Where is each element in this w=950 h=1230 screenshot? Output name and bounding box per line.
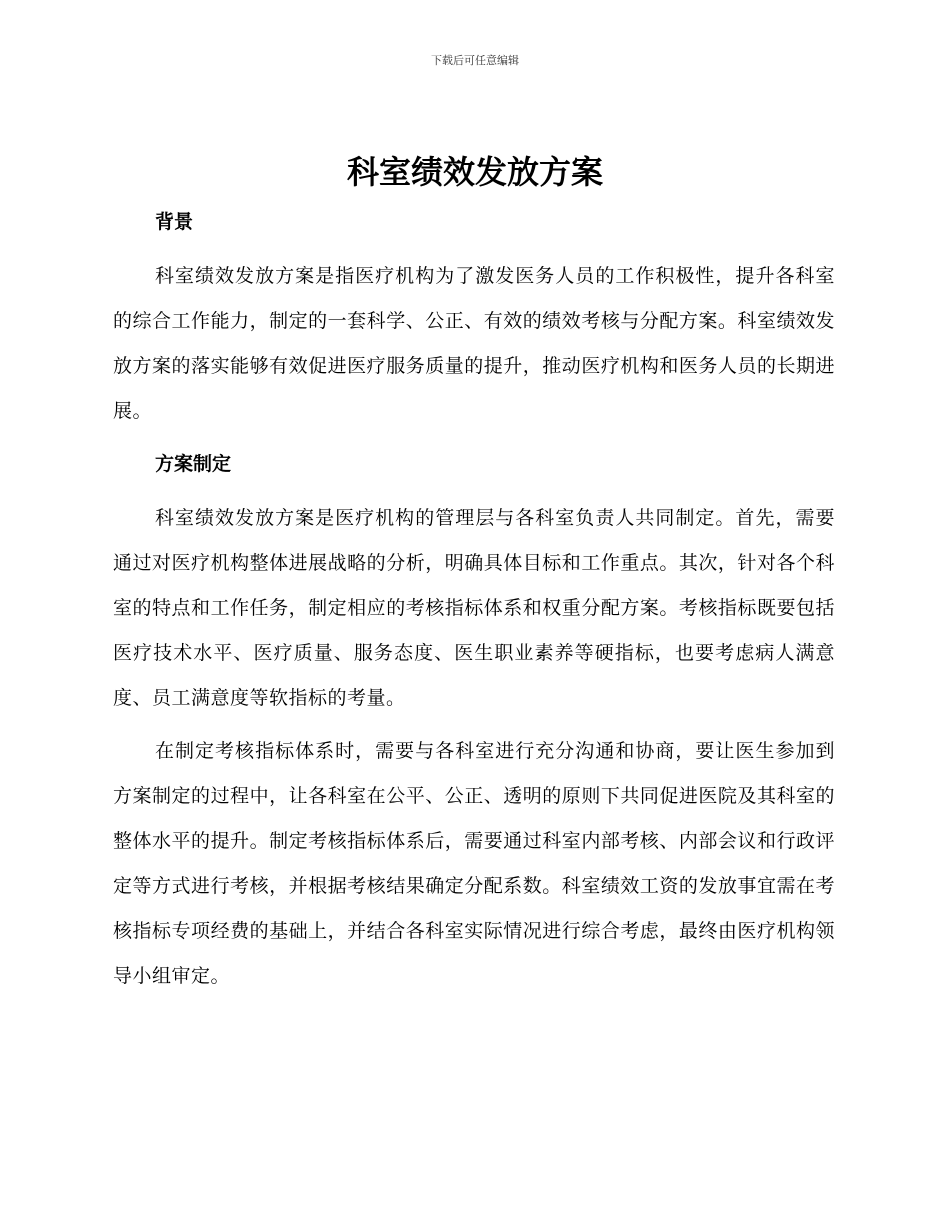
paragraph: 科室绩效发放方案是指医疗机构为了激发医务人员的工作积极性，提升各科室的综合工作能力，制定的一套科学、公正、有效的绩效考核与分配方案。科室绩效发放方案的落实能够有效促进医疗服务质量的提升，推动医疗机构和医务人员的长期进展。 (113, 265, 835, 422)
document-title: 科室绩效发放方案 (346, 153, 603, 191)
header-note: 下载后可任意编辑 (431, 54, 519, 67)
paragraph: 科室绩效发放方案是医疗机构的管理层与各科室负责人共同制定。首先，需要通过对医疗机构整体进展战略的分析，明确具体目标和工作重点。其次，针对各个科室的特点和工作任务，制定相应的考核指标体系和权重分配方案。考核指标既要包括医疗技术水平、医疗质量、服务态度、医生职业素养等硬指标，也要考虑病人满意度、员工满意度等软指标的考量。 (113, 507, 835, 709)
paragraph: 在制定考核指标体系时，需要与各科室进行充分沟通和协商，要让医生参加到方案制定的过程中，让各科室在公平、公正、透明的原则下共同促进医院及其科室的整体水平的提升。制定考核指标体系后，需要通过科室内部考核、内部会议和行政评定等方式进行考核，并根据考核结果确定分配系数。科室绩效工资的发放事宜需在考核指标专项经费的基础上，并结合各科室实际情况进行综合考虑，最终由医疗机构领导小组审定。 (113, 740, 835, 987)
section-heading-background: 背景 (155, 211, 194, 233)
section-heading-plan: 方案制定 (155, 453, 232, 475)
document-body (113, 200, 835, 999)
